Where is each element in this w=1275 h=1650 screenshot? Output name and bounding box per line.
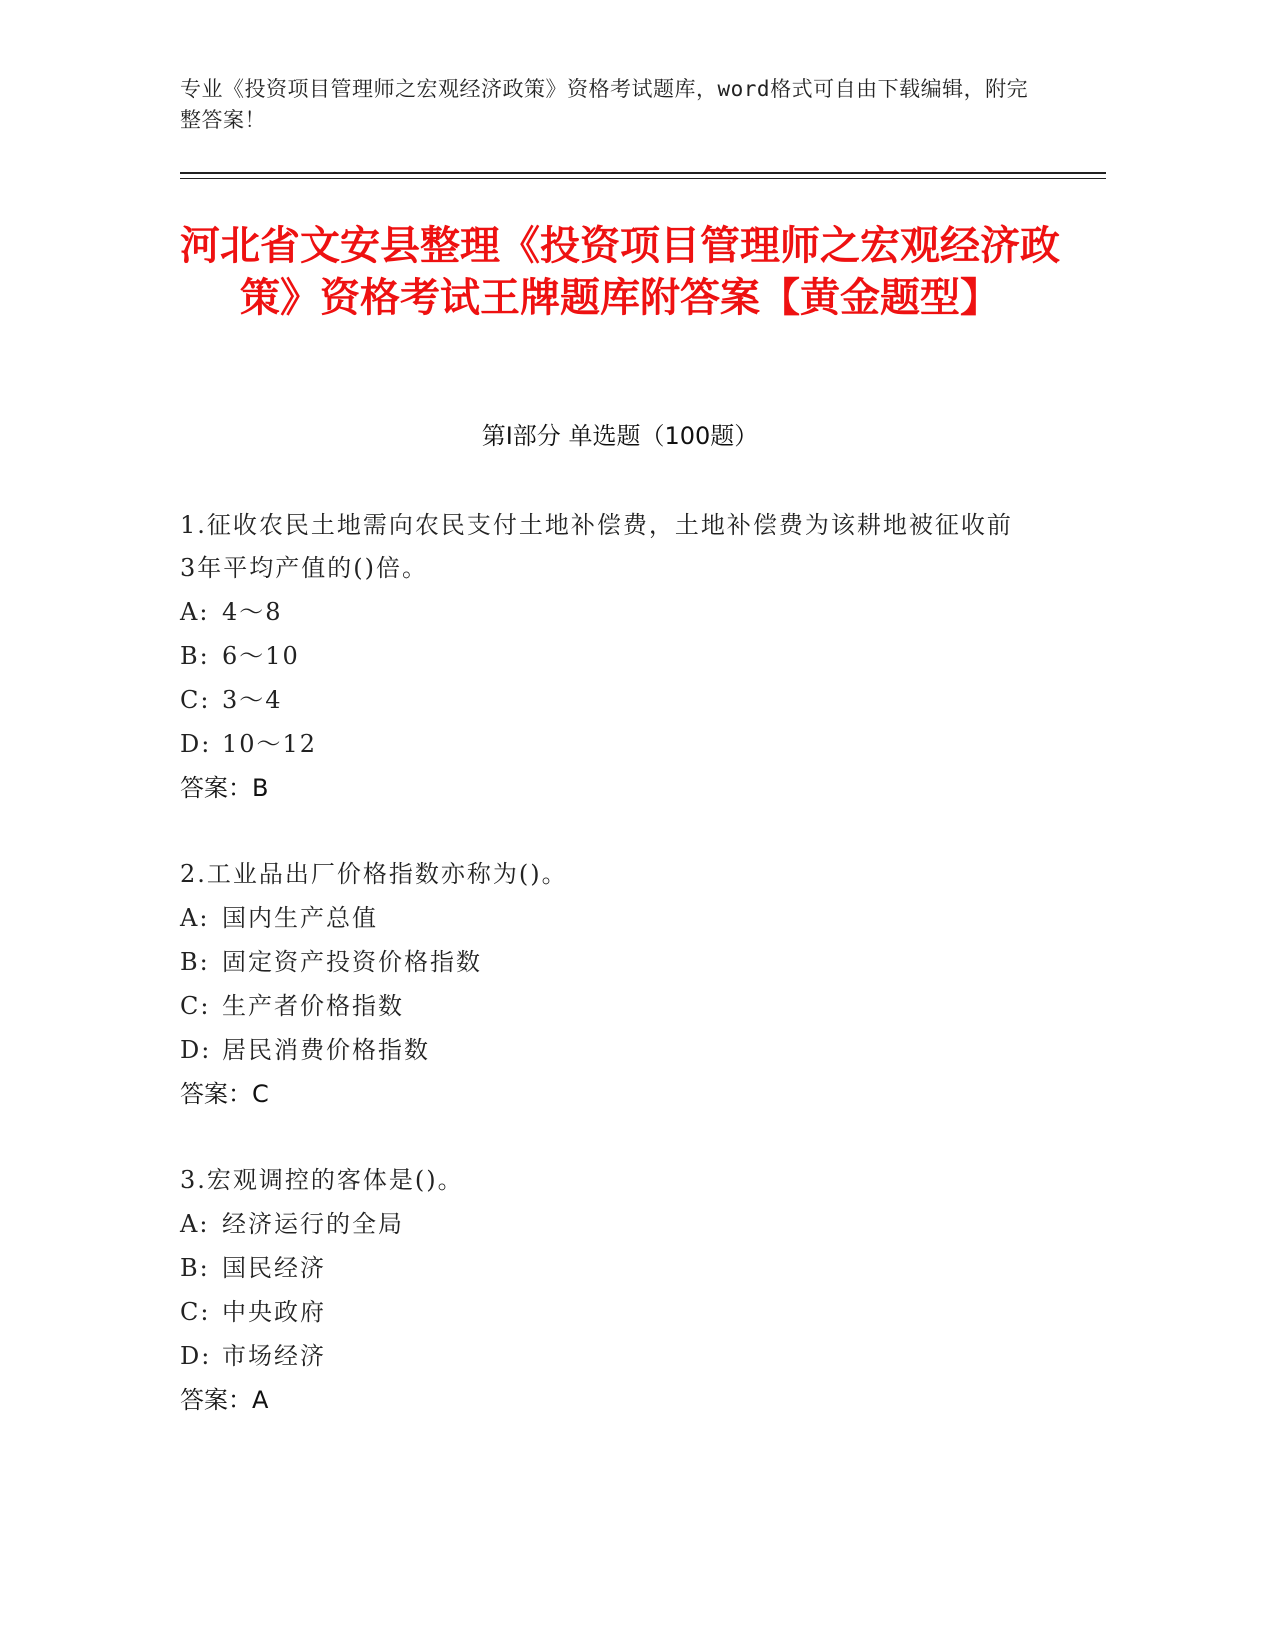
option-a <box>180 1202 1030 1246</box>
option-key: A: <box>180 904 210 932</box>
option-c <box>180 984 1030 1028</box>
question-3 <box>180 1159 1030 1422</box>
option-text: 固定资产投资价格指数 <box>222 948 482 976</box>
option-text: 中央政府 <box>222 1298 326 1326</box>
option-a <box>180 590 1030 634</box>
option-key: C: <box>180 1298 211 1326</box>
option-b <box>180 634 1030 678</box>
header-divider-thin <box>180 178 1106 179</box>
header-divider-thick <box>180 172 1106 174</box>
option-d <box>180 1334 1030 1378</box>
option-key: D: <box>180 1036 212 1064</box>
section-title: 第Ⅰ部分 单选题（100题） <box>481 422 759 450</box>
option-text: 国内生产总值 <box>222 904 378 932</box>
question-stem: 1.征收农民土地需向农民支付土地补偿费，土地补偿费为该耕地被征收前3年平均产值的()倍。 <box>180 511 1013 582</box>
option-key: C: <box>180 686 211 714</box>
option-b <box>180 1246 1030 1290</box>
option-text: 经济运行的全局 <box>222 1210 404 1238</box>
question-stem: 2.工业品出厂价格指数亦称为()。 <box>180 860 568 888</box>
question-list <box>180 504 1030 1465</box>
option-text: 生产者价格指数 <box>222 992 404 1020</box>
option-text: 10～12 <box>222 730 318 758</box>
option-key: C: <box>180 992 211 1020</box>
answer-line: 答案：A <box>180 1386 269 1414</box>
header-note: 专业《投资项目管理师之宏观经济政策》资格考试题库，word格式可自由下载编辑，附完整答案！ <box>180 77 1029 132</box>
answer-line: 答案：B <box>180 774 269 802</box>
option-key: B: <box>180 642 210 670</box>
document-title: 河北省文安县整理《投资项目管理师之宏观经济政策》资格考试王牌题库附答案【黄金题型】 <box>180 223 1060 321</box>
option-key: A: <box>180 1210 210 1238</box>
option-b <box>180 940 1030 984</box>
option-text: 3～4 <box>222 686 283 714</box>
option-c <box>180 1290 1030 1334</box>
question-2 <box>180 853 1030 1116</box>
option-a <box>180 896 1030 940</box>
option-key: B: <box>180 1254 210 1282</box>
option-key: D: <box>180 730 212 758</box>
option-text: 居民消费价格指数 <box>222 1036 430 1064</box>
option-d <box>180 722 1030 766</box>
option-d <box>180 1028 1030 1072</box>
option-key: B: <box>180 948 210 976</box>
option-text: 国民经济 <box>222 1254 326 1282</box>
answer-line: 答案：C <box>180 1080 269 1108</box>
option-text: 4～8 <box>222 598 283 626</box>
option-key: A: <box>180 598 210 626</box>
option-key: D: <box>180 1342 212 1370</box>
option-text: 市场经济 <box>222 1342 326 1370</box>
question-stem: 3.宏观调控的客体是()。 <box>180 1166 464 1194</box>
option-c <box>180 678 1030 722</box>
question-1 <box>180 504 1030 810</box>
option-text: 6～10 <box>222 642 300 670</box>
